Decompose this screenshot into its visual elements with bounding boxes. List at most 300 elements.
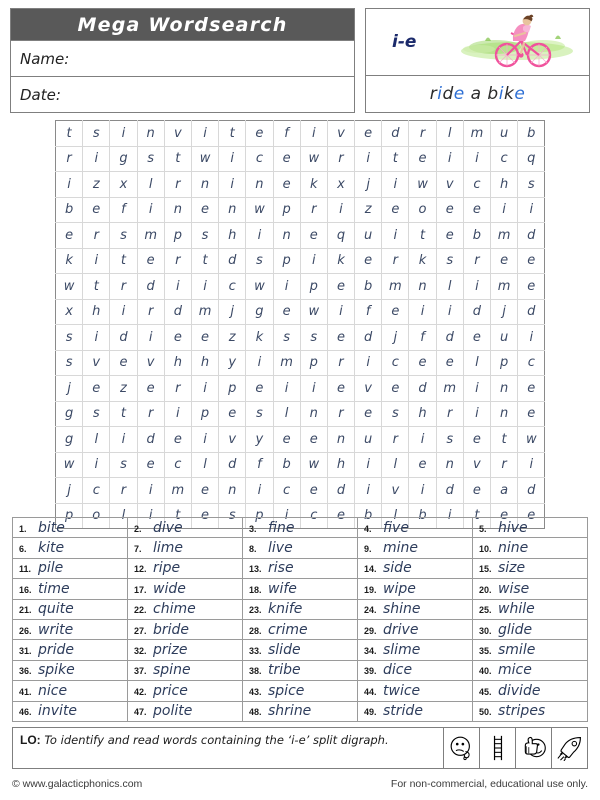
grid-cell[interactable]: l [463, 350, 490, 376]
grid-cell[interactable]: v [463, 452, 490, 478]
word-list-item[interactable] [243, 579, 358, 599]
grid-cell[interactable]: e [137, 452, 164, 478]
grid-cell[interactable]: d [110, 325, 137, 351]
grid-cell[interactable]: d [327, 478, 354, 504]
grid-cell[interactable]: y [246, 427, 273, 453]
grid-cell[interactable]: t [56, 121, 83, 147]
grid-cell[interactable]: i [355, 478, 382, 504]
word-list-item[interactable] [13, 558, 128, 578]
grid-cell[interactable]: d [137, 427, 164, 453]
grid-cell[interactable]: d [355, 325, 382, 351]
grid-cell[interactable]: w [246, 274, 273, 300]
grid-cell[interactable]: s [246, 401, 273, 427]
grid-cell[interactable]: n [246, 172, 273, 198]
grid-cell[interactable]: e [409, 452, 436, 478]
grid-cell[interactable]: f [273, 121, 300, 147]
word-list-item[interactable] [128, 558, 243, 578]
grid-cell[interactable]: i [463, 376, 490, 402]
grid-cell[interactable]: t [164, 146, 191, 172]
grid-cell[interactable]: t [164, 503, 191, 529]
thinking-face-icon[interactable] [443, 728, 479, 768]
grid-cell[interactable]: r [164, 376, 191, 402]
grid-cell[interactable]: d [518, 299, 545, 325]
wordsearch-grid[interactable] [55, 120, 545, 529]
grid-cell[interactable]: e [409, 146, 436, 172]
grid-cell[interactable]: e [246, 376, 273, 402]
grid-cell[interactable]: e [518, 376, 545, 402]
grid-cell[interactable]: p [56, 503, 83, 529]
grid-cell[interactable]: m [137, 223, 164, 249]
grid-cell[interactable]: s [436, 427, 463, 453]
grid-cell[interactable]: m [164, 478, 191, 504]
word-list-item[interactable] [473, 681, 588, 701]
grid-cell[interactable]: h [164, 350, 191, 376]
grid-cell[interactable]: e [409, 350, 436, 376]
grid-cell[interactable]: h [83, 299, 110, 325]
grid-cell[interactable]: l [436, 274, 463, 300]
grid-cell[interactable]: e [246, 121, 273, 147]
grid-cell[interactable]: c [463, 172, 490, 198]
grid-cell[interactable]: i [137, 197, 164, 223]
grid-cell[interactable]: r [164, 248, 191, 274]
grid-cell[interactable]: t [382, 146, 409, 172]
word-list-item[interactable] [128, 579, 243, 599]
grid-cell[interactable]: b [518, 121, 545, 147]
grid-cell[interactable]: e [83, 376, 110, 402]
grid-cell[interactable]: i [191, 376, 218, 402]
word-list-item[interactable] [13, 538, 128, 558]
grid-cell[interactable]: j [56, 478, 83, 504]
grid-cell[interactable]: e [355, 401, 382, 427]
grid-cell[interactable]: k [246, 325, 273, 351]
grid-cell[interactable]: i [191, 274, 218, 300]
word-list-item[interactable] [358, 599, 473, 619]
grid-cell[interactable]: s [56, 325, 83, 351]
grid-cell[interactable]: e [273, 299, 300, 325]
word-list-item[interactable] [358, 538, 473, 558]
grid-cell[interactable]: k [300, 172, 327, 198]
grid-cell[interactable]: i [246, 350, 273, 376]
grid-cell[interactable]: i [491, 197, 518, 223]
grid-cell[interactable]: h [409, 401, 436, 427]
grid-cell[interactable]: i [355, 350, 382, 376]
word-list-item[interactable] [473, 538, 588, 558]
grid-cell[interactable]: i [355, 452, 382, 478]
grid-cell[interactable]: p [300, 350, 327, 376]
grid-cell[interactable]: b [355, 503, 382, 529]
grid-cell[interactable]: f [246, 452, 273, 478]
grid-cell[interactable]: l [273, 401, 300, 427]
grid-cell[interactable]: e [463, 427, 490, 453]
grid-cell[interactable]: o [409, 197, 436, 223]
grid-cell[interactable]: i [463, 401, 490, 427]
grid-cell[interactable]: v [355, 376, 382, 402]
grid-cell[interactable]: i [355, 146, 382, 172]
grid-cell[interactable]: n [327, 427, 354, 453]
grid-cell[interactable]: e [300, 223, 327, 249]
grid-cell[interactable]: g [246, 299, 273, 325]
grid-cell[interactable]: i [83, 325, 110, 351]
grid-cell[interactable]: t [491, 427, 518, 453]
word-list-item[interactable] [128, 681, 243, 701]
word-list-item[interactable] [128, 538, 243, 558]
word-list-item[interactable] [473, 660, 588, 680]
word-list-item[interactable] [358, 518, 473, 538]
grid-cell[interactable]: p [273, 248, 300, 274]
grid-cell[interactable]: k [327, 248, 354, 274]
grid-cell[interactable]: e [56, 223, 83, 249]
grid-cell[interactable]: e [137, 376, 164, 402]
grid-cell[interactable]: j [219, 299, 246, 325]
word-list-item[interactable] [243, 538, 358, 558]
grid-cell[interactable]: w [56, 452, 83, 478]
word-list-item[interactable] [358, 660, 473, 680]
grid-cell[interactable]: e [219, 401, 246, 427]
grid-cell[interactable]: p [219, 376, 246, 402]
grid-cell[interactable]: i [164, 401, 191, 427]
grid-cell[interactable]: w [246, 197, 273, 223]
grid-cell[interactable]: i [83, 452, 110, 478]
grid-cell[interactable]: r [436, 401, 463, 427]
grid-cell[interactable]: s [83, 121, 110, 147]
grid-cell[interactable]: g [56, 427, 83, 453]
grid-cell[interactable]: m [491, 274, 518, 300]
grid-cell[interactable]: i [56, 172, 83, 198]
grid-cell[interactable]: h [219, 223, 246, 249]
grid-cell[interactable]: r [164, 172, 191, 198]
grid-cell[interactable]: d [164, 299, 191, 325]
grid-cell[interactable]: v [382, 478, 409, 504]
grid-cell[interactable]: r [56, 146, 83, 172]
grid-cell[interactable]: r [491, 452, 518, 478]
word-list-item[interactable] [473, 558, 588, 578]
grid-cell[interactable]: e [273, 427, 300, 453]
grid-cell[interactable]: w [300, 299, 327, 325]
word-list-item[interactable] [243, 660, 358, 680]
thumbs-up-smiley-icon[interactable] [515, 728, 551, 768]
grid-cell[interactable]: i [436, 299, 463, 325]
grid-cell[interactable]: n [491, 401, 518, 427]
grid-cell[interactable]: s [110, 452, 137, 478]
grid-cell[interactable]: c [382, 350, 409, 376]
grid-cell[interactable]: n [300, 401, 327, 427]
word-list-item[interactable] [128, 599, 243, 619]
grid-cell[interactable]: z [355, 197, 382, 223]
grid-cell[interactable]: l [137, 172, 164, 198]
word-list-item[interactable] [13, 599, 128, 619]
grid-cell[interactable]: n [164, 197, 191, 223]
name-field[interactable] [11, 40, 354, 76]
grid-cell[interactable]: d [219, 452, 246, 478]
grid-cell[interactable]: j [491, 299, 518, 325]
grid-cell[interactable]: g [110, 146, 137, 172]
grid-cell[interactable]: q [518, 146, 545, 172]
word-list-item[interactable] [473, 579, 588, 599]
grid-cell[interactable]: d [382, 121, 409, 147]
grid-cell[interactable]: r [137, 401, 164, 427]
word-list-item[interactable] [13, 640, 128, 660]
grid-cell[interactable]: v [436, 172, 463, 198]
word-list-item[interactable] [128, 518, 243, 538]
grid-cell[interactable]: i [219, 172, 246, 198]
grid-cell[interactable]: s [382, 401, 409, 427]
grid-cell[interactable]: t [219, 121, 246, 147]
grid-cell[interactable]: u [491, 121, 518, 147]
grid-cell[interactable]: b [56, 197, 83, 223]
grid-cell[interactable]: e [436, 223, 463, 249]
grid-cell[interactable]: i [191, 121, 218, 147]
grid-cell[interactable]: p [191, 401, 218, 427]
grid-cell[interactable]: z [219, 325, 246, 351]
grid-cell[interactable]: n [219, 478, 246, 504]
grid-cell[interactable]: r [409, 121, 436, 147]
grid-cell[interactable]: f [355, 299, 382, 325]
grid-cell[interactable]: e [273, 146, 300, 172]
grid-cell[interactable]: i [110, 121, 137, 147]
grid-cell[interactable]: h [491, 172, 518, 198]
grid-cell[interactable]: v [219, 427, 246, 453]
grid-cell[interactable]: n [491, 376, 518, 402]
word-list-item[interactable] [128, 640, 243, 660]
ladder-icon[interactable] [479, 728, 515, 768]
grid-cell[interactable]: c [246, 146, 273, 172]
grid-cell[interactable]: s [137, 146, 164, 172]
grid-cell[interactable]: r [327, 350, 354, 376]
grid-cell[interactable]: c [164, 452, 191, 478]
grid-cell[interactable]: d [409, 376, 436, 402]
grid-cell[interactable]: s [56, 350, 83, 376]
wordsearch-table[interactable] [55, 120, 545, 529]
grid-cell[interactable]: i [518, 197, 545, 223]
grid-cell[interactable]: b [463, 223, 490, 249]
word-list-item[interactable] [358, 619, 473, 639]
grid-cell[interactable]: e [191, 325, 218, 351]
grid-cell[interactable]: l [110, 503, 137, 529]
grid-cell[interactable]: e [327, 376, 354, 402]
grid-cell[interactable]: e [273, 172, 300, 198]
grid-cell[interactable]: i [382, 223, 409, 249]
grid-cell[interactable]: j [56, 376, 83, 402]
grid-cell[interactable]: d [436, 478, 463, 504]
grid-cell[interactable]: m [191, 299, 218, 325]
grid-cell[interactable]: g [56, 401, 83, 427]
grid-cell[interactable]: v [137, 350, 164, 376]
grid-cell[interactable]: i [436, 503, 463, 529]
grid-cell[interactable]: e [300, 427, 327, 453]
grid-cell[interactable]: e [436, 197, 463, 223]
grid-cell[interactable]: i [463, 274, 490, 300]
grid-cell[interactable]: k [56, 248, 83, 274]
grid-cell[interactable]: e [191, 197, 218, 223]
grid-cell[interactable]: e [463, 197, 490, 223]
word-list-item[interactable] [13, 701, 128, 721]
word-list-item[interactable] [473, 619, 588, 639]
grid-cell[interactable]: f [110, 197, 137, 223]
grid-cell[interactable]: e [436, 350, 463, 376]
grid-cell[interactable]: e [327, 325, 354, 351]
word-list-item[interactable] [243, 599, 358, 619]
word-list-item[interactable] [243, 681, 358, 701]
grid-cell[interactable]: i [246, 223, 273, 249]
word-list-item[interactable] [358, 558, 473, 578]
grid-cell[interactable]: p [164, 223, 191, 249]
grid-cell[interactable]: i [518, 325, 545, 351]
grid-cell[interactable]: b [273, 452, 300, 478]
grid-cell[interactable]: u [355, 427, 382, 453]
grid-cell[interactable]: c [219, 274, 246, 300]
grid-cell[interactable]: s [83, 401, 110, 427]
word-list-item[interactable] [128, 660, 243, 680]
grid-cell[interactable]: i [382, 172, 409, 198]
grid-cell[interactable]: w [518, 427, 545, 453]
grid-cell[interactable]: i [83, 146, 110, 172]
grid-cell[interactable]: i [191, 427, 218, 453]
grid-cell[interactable]: w [409, 172, 436, 198]
date-field[interactable] [11, 76, 354, 112]
grid-cell[interactable]: m [273, 350, 300, 376]
grid-cell[interactable]: e [491, 248, 518, 274]
grid-cell[interactable]: c [518, 350, 545, 376]
word-list-item[interactable] [358, 579, 473, 599]
grid-cell[interactable]: m [382, 274, 409, 300]
word-list-item[interactable] [13, 619, 128, 639]
grid-cell[interactable]: e [518, 274, 545, 300]
grid-cell[interactable]: u [355, 223, 382, 249]
grid-cell[interactable]: i [300, 121, 327, 147]
grid-cell[interactable]: e [518, 503, 545, 529]
word-list-item[interactable] [473, 599, 588, 619]
grid-cell[interactable]: p [273, 197, 300, 223]
grid-cell[interactable]: i [273, 376, 300, 402]
grid-cell[interactable]: z [83, 172, 110, 198]
grid-cell[interactable]: t [110, 248, 137, 274]
grid-cell[interactable]: l [436, 121, 463, 147]
word-list-item[interactable] [243, 518, 358, 538]
grid-cell[interactable]: c [273, 478, 300, 504]
grid-cell[interactable]: k [409, 248, 436, 274]
grid-cell[interactable]: m [436, 376, 463, 402]
grid-cell[interactable]: e [382, 376, 409, 402]
grid-cell[interactable]: j [355, 172, 382, 198]
grid-cell[interactable]: d [219, 248, 246, 274]
grid-cell[interactable]: r [382, 427, 409, 453]
grid-cell[interactable]: c [491, 146, 518, 172]
grid-cell[interactable]: t [463, 503, 490, 529]
word-list-item[interactable] [473, 518, 588, 538]
grid-cell[interactable]: o [83, 503, 110, 529]
grid-cell[interactable]: b [355, 274, 382, 300]
grid-cell[interactable]: i [110, 427, 137, 453]
grid-cell[interactable]: e [491, 503, 518, 529]
grid-cell[interactable]: l [382, 503, 409, 529]
grid-cell[interactable]: n [436, 452, 463, 478]
grid-cell[interactable]: e [137, 248, 164, 274]
grid-cell[interactable]: n [191, 172, 218, 198]
grid-cell[interactable]: e [110, 350, 137, 376]
rocket-icon[interactable] [551, 728, 587, 768]
word-list-item[interactable] [473, 701, 588, 721]
grid-cell[interactable]: s [300, 325, 327, 351]
grid-cell[interactable]: s [518, 172, 545, 198]
grid-cell[interactable]: q [327, 223, 354, 249]
grid-cell[interactable]: e [463, 478, 490, 504]
grid-cell[interactable]: i [409, 478, 436, 504]
grid-cell[interactable]: e [300, 478, 327, 504]
word-list-item[interactable] [243, 701, 358, 721]
grid-cell[interactable]: e [382, 197, 409, 223]
grid-cell[interactable]: r [382, 248, 409, 274]
grid-cell[interactable]: t [83, 274, 110, 300]
grid-cell[interactable]: p [300, 274, 327, 300]
grid-cell[interactable]: y [219, 350, 246, 376]
grid-cell[interactable]: b [409, 503, 436, 529]
grid-cell[interactable]: c [300, 503, 327, 529]
word-list-item[interactable] [13, 660, 128, 680]
grid-cell[interactable]: l [191, 452, 218, 478]
grid-cell[interactable]: i [137, 478, 164, 504]
grid-cell[interactable]: n [273, 223, 300, 249]
grid-cell[interactable]: p [246, 503, 273, 529]
grid-cell[interactable]: e [164, 427, 191, 453]
grid-cell[interactable]: d [518, 223, 545, 249]
grid-cell[interactable]: i [463, 146, 490, 172]
grid-cell[interactable]: u [491, 325, 518, 351]
grid-cell[interactable]: w [300, 146, 327, 172]
grid-cell[interactable]: s [246, 248, 273, 274]
word-list-item[interactable] [13, 579, 128, 599]
word-list-item[interactable] [128, 619, 243, 639]
word-list-item[interactable] [358, 681, 473, 701]
grid-cell[interactable]: w [56, 274, 83, 300]
grid-cell[interactable]: i [327, 299, 354, 325]
word-list-item[interactable] [13, 681, 128, 701]
grid-cell[interactable]: m [491, 223, 518, 249]
grid-cell[interactable]: j [382, 325, 409, 351]
grid-cell[interactable]: e [327, 503, 354, 529]
grid-cell[interactable]: t [110, 401, 137, 427]
word-list-item[interactable] [128, 701, 243, 721]
grid-cell[interactable]: l [382, 452, 409, 478]
grid-cell[interactable]: e [518, 248, 545, 274]
word-list-item[interactable] [473, 640, 588, 660]
grid-cell[interactable]: d [436, 325, 463, 351]
word-list-item[interactable] [358, 701, 473, 721]
grid-cell[interactable]: s [110, 223, 137, 249]
grid-cell[interactable]: s [219, 503, 246, 529]
grid-cell[interactable]: r [300, 197, 327, 223]
grid-cell[interactable]: r [327, 146, 354, 172]
grid-cell[interactable]: e [164, 325, 191, 351]
grid-cell[interactable]: w [191, 146, 218, 172]
grid-cell[interactable]: w [300, 452, 327, 478]
grid-cell[interactable]: r [463, 248, 490, 274]
grid-cell[interactable]: t [191, 248, 218, 274]
grid-cell[interactable]: v [327, 121, 354, 147]
grid-cell[interactable]: l [83, 427, 110, 453]
grid-cell[interactable]: m [463, 121, 490, 147]
grid-cell[interactable]: i [219, 146, 246, 172]
grid-cell[interactable]: t [409, 223, 436, 249]
word-list-item[interactable] [243, 558, 358, 578]
grid-cell[interactable]: r [110, 478, 137, 504]
grid-cell[interactable]: e [355, 121, 382, 147]
grid-cell[interactable]: s [436, 248, 463, 274]
grid-cell[interactable]: i [300, 376, 327, 402]
grid-cell[interactable]: i [273, 503, 300, 529]
grid-cell[interactable]: i [137, 503, 164, 529]
grid-cell[interactable]: i [518, 452, 545, 478]
word-list-item[interactable] [358, 640, 473, 660]
